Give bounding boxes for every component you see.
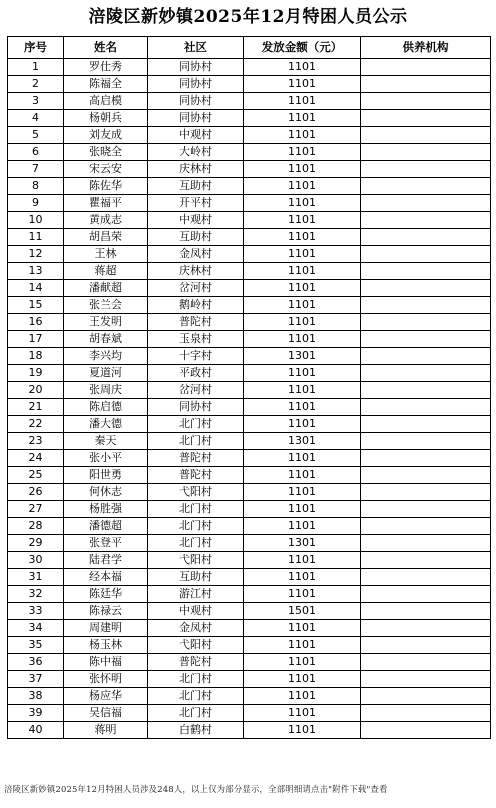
cell-institution bbox=[361, 382, 491, 399]
cell-amount: 1101 bbox=[244, 705, 361, 722]
cell-amount: 1101 bbox=[244, 654, 361, 671]
cell-index: 39 bbox=[8, 705, 64, 722]
cell-name: 胡昌荣 bbox=[64, 229, 148, 246]
cell-amount: 1101 bbox=[244, 637, 361, 654]
cell-institution bbox=[361, 586, 491, 603]
table-row bbox=[8, 501, 491, 518]
cell-institution bbox=[361, 110, 491, 127]
cell-community: 岔河村 bbox=[148, 280, 244, 297]
cell-index: 38 bbox=[8, 688, 64, 705]
cell-institution bbox=[361, 654, 491, 671]
cell-institution bbox=[361, 76, 491, 93]
column-header-index: 序号 bbox=[8, 37, 64, 59]
table-row bbox=[8, 620, 491, 637]
cell-index: 29 bbox=[8, 535, 64, 552]
cell-amount: 1101 bbox=[244, 671, 361, 688]
cell-index: 33 bbox=[8, 603, 64, 620]
cell-institution bbox=[361, 178, 491, 195]
cell-institution bbox=[361, 127, 491, 144]
cell-name: 夏道河 bbox=[64, 365, 148, 382]
cell-amount: 1101 bbox=[244, 399, 361, 416]
cell-name: 胡春斌 bbox=[64, 331, 148, 348]
cell-name: 蒋明 bbox=[64, 722, 148, 739]
cell-name: 潘大德 bbox=[64, 416, 148, 433]
cell-community: 北门村 bbox=[148, 688, 244, 705]
table-row bbox=[8, 195, 491, 212]
cell-community: 弋阳村 bbox=[148, 484, 244, 501]
table-row bbox=[8, 399, 491, 416]
cell-index: 32 bbox=[8, 586, 64, 603]
cell-amount: 1101 bbox=[244, 297, 361, 314]
cell-community: 互助村 bbox=[148, 569, 244, 586]
table-row bbox=[8, 280, 491, 297]
cell-institution bbox=[361, 195, 491, 212]
cell-institution bbox=[361, 484, 491, 501]
cell-amount: 1501 bbox=[244, 603, 361, 620]
table-row bbox=[8, 671, 491, 688]
cell-name: 瞿福平 bbox=[64, 195, 148, 212]
cell-community: 金凤村 bbox=[148, 620, 244, 637]
cell-amount: 1101 bbox=[244, 229, 361, 246]
table-row bbox=[8, 246, 491, 263]
cell-institution bbox=[361, 552, 491, 569]
cell-index: 2 bbox=[8, 76, 64, 93]
table-row bbox=[8, 518, 491, 535]
cell-amount: 1101 bbox=[244, 195, 361, 212]
cell-name: 罗仕秀 bbox=[64, 59, 148, 76]
cell-amount: 1101 bbox=[244, 365, 361, 382]
cell-community: 平政村 bbox=[148, 365, 244, 382]
table-row bbox=[8, 59, 491, 76]
cell-community: 同协村 bbox=[148, 110, 244, 127]
cell-community: 弋阳村 bbox=[148, 552, 244, 569]
cell-index: 15 bbox=[8, 297, 64, 314]
table-row bbox=[8, 603, 491, 620]
cell-community: 互助村 bbox=[148, 229, 244, 246]
cell-amount: 1101 bbox=[244, 620, 361, 637]
cell-institution bbox=[361, 59, 491, 76]
cell-name: 潘德超 bbox=[64, 518, 148, 535]
cell-institution bbox=[361, 433, 491, 450]
cell-community: 白鹤村 bbox=[148, 722, 244, 739]
page-title: 涪陵区新妙镇2025年12月特困人员公示 bbox=[88, 7, 408, 27]
cell-institution bbox=[361, 314, 491, 331]
cell-index: 16 bbox=[8, 314, 64, 331]
cell-name: 杨应华 bbox=[64, 688, 148, 705]
cell-name: 张周庆 bbox=[64, 382, 148, 399]
cell-index: 14 bbox=[8, 280, 64, 297]
cell-index: 8 bbox=[8, 178, 64, 195]
cell-amount: 1101 bbox=[244, 144, 361, 161]
table-row bbox=[8, 127, 491, 144]
table-row bbox=[8, 348, 491, 365]
cell-community: 北门村 bbox=[148, 416, 244, 433]
cell-community: 庆林村 bbox=[148, 263, 244, 280]
cell-community: 北门村 bbox=[148, 535, 244, 552]
cell-institution bbox=[361, 263, 491, 280]
table-row bbox=[8, 382, 491, 399]
table-row bbox=[8, 178, 491, 195]
cell-index: 19 bbox=[8, 365, 64, 382]
cell-institution bbox=[361, 399, 491, 416]
cell-institution bbox=[361, 535, 491, 552]
cell-amount: 1101 bbox=[244, 450, 361, 467]
cell-community: 鹅岭村 bbox=[148, 297, 244, 314]
cell-index: 17 bbox=[8, 331, 64, 348]
cell-institution bbox=[361, 467, 491, 484]
cell-amount: 1301 bbox=[244, 535, 361, 552]
cell-community: 北门村 bbox=[148, 705, 244, 722]
cell-amount: 1101 bbox=[244, 127, 361, 144]
cell-institution bbox=[361, 331, 491, 348]
cell-index: 9 bbox=[8, 195, 64, 212]
table-row bbox=[8, 637, 491, 654]
cell-amount: 1101 bbox=[244, 722, 361, 739]
cell-name: 潘献超 bbox=[64, 280, 148, 297]
cell-community: 玉泉村 bbox=[148, 331, 244, 348]
cell-name: 张小平 bbox=[64, 450, 148, 467]
cell-institution bbox=[361, 297, 491, 314]
cell-name: 黄成志 bbox=[64, 212, 148, 229]
cell-institution bbox=[361, 246, 491, 263]
cell-index: 6 bbox=[8, 144, 64, 161]
cell-amount: 1101 bbox=[244, 314, 361, 331]
cell-amount: 1101 bbox=[244, 552, 361, 569]
cell-institution bbox=[361, 620, 491, 637]
cell-community: 中观村 bbox=[148, 603, 244, 620]
cell-community: 十字村 bbox=[148, 348, 244, 365]
table-row bbox=[8, 552, 491, 569]
cell-institution bbox=[361, 365, 491, 382]
cell-name: 杨朝兵 bbox=[64, 110, 148, 127]
cell-amount: 1101 bbox=[244, 161, 361, 178]
table-row bbox=[8, 263, 491, 280]
cell-index: 7 bbox=[8, 161, 64, 178]
cell-community: 普陀村 bbox=[148, 467, 244, 484]
cell-index: 30 bbox=[8, 552, 64, 569]
cell-name: 何休志 bbox=[64, 484, 148, 501]
cell-community: 同协村 bbox=[148, 93, 244, 110]
table-row bbox=[8, 93, 491, 110]
cell-community: 北门村 bbox=[148, 671, 244, 688]
cell-name: 张晓全 bbox=[64, 144, 148, 161]
cell-institution bbox=[361, 637, 491, 654]
cell-index: 35 bbox=[8, 637, 64, 654]
cell-index: 5 bbox=[8, 127, 64, 144]
cell-institution bbox=[361, 229, 491, 246]
cell-amount: 1101 bbox=[244, 331, 361, 348]
cell-amount: 1101 bbox=[244, 501, 361, 518]
cell-amount: 1101 bbox=[244, 110, 361, 127]
table-row bbox=[8, 212, 491, 229]
cell-index: 13 bbox=[8, 263, 64, 280]
footnote: 涪陵区新妙镇2025年12月特困人员涉及248人，以上仅为部分显示，全部明细请点击"附件下载"查看 bbox=[4, 784, 388, 794]
cell-name: 李兴均 bbox=[64, 348, 148, 365]
cell-name: 刘友成 bbox=[64, 127, 148, 144]
cell-index: 36 bbox=[8, 654, 64, 671]
table-row bbox=[8, 705, 491, 722]
cell-name: 陈廷华 bbox=[64, 586, 148, 603]
cell-institution bbox=[361, 603, 491, 620]
cell-community: 游江村 bbox=[148, 586, 244, 603]
cell-name: 经本福 bbox=[64, 569, 148, 586]
table-row bbox=[8, 76, 491, 93]
cell-amount: 1101 bbox=[244, 569, 361, 586]
cell-community: 北门村 bbox=[148, 501, 244, 518]
cell-community: 北门村 bbox=[148, 433, 244, 450]
table-row bbox=[8, 654, 491, 671]
cell-community: 同协村 bbox=[148, 59, 244, 76]
cell-index: 26 bbox=[8, 484, 64, 501]
cell-index: 10 bbox=[8, 212, 64, 229]
cell-community: 大岭村 bbox=[148, 144, 244, 161]
cell-amount: 1101 bbox=[244, 518, 361, 535]
cell-name: 陈中福 bbox=[64, 654, 148, 671]
cell-index: 34 bbox=[8, 620, 64, 637]
column-header-amount: 发放金额（元） bbox=[244, 37, 361, 59]
table-row bbox=[8, 688, 491, 705]
cell-institution bbox=[361, 722, 491, 739]
cell-amount: 1301 bbox=[244, 433, 361, 450]
cell-community: 岔河村 bbox=[148, 382, 244, 399]
cell-index: 24 bbox=[8, 450, 64, 467]
cell-community: 普陀村 bbox=[148, 314, 244, 331]
cell-amount: 1101 bbox=[244, 688, 361, 705]
cell-index: 37 bbox=[8, 671, 64, 688]
cell-name: 高启模 bbox=[64, 93, 148, 110]
cell-index: 27 bbox=[8, 501, 64, 518]
cell-community: 庆林村 bbox=[148, 161, 244, 178]
cell-index: 23 bbox=[8, 433, 64, 450]
cell-index: 25 bbox=[8, 467, 64, 484]
table-row bbox=[8, 586, 491, 603]
cell-institution bbox=[361, 416, 491, 433]
table-row bbox=[8, 297, 491, 314]
cell-community: 普陀村 bbox=[148, 654, 244, 671]
table-row bbox=[8, 331, 491, 348]
table-row bbox=[8, 450, 491, 467]
cell-institution bbox=[361, 144, 491, 161]
column-header-name: 姓名 bbox=[64, 37, 148, 59]
table-header-row bbox=[8, 37, 491, 59]
table-row bbox=[8, 229, 491, 246]
cell-name: 陆君学 bbox=[64, 552, 148, 569]
cell-name: 杨玉林 bbox=[64, 637, 148, 654]
cell-institution bbox=[361, 280, 491, 297]
table-row bbox=[8, 161, 491, 178]
table-row bbox=[8, 365, 491, 382]
cell-institution bbox=[361, 688, 491, 705]
cell-index: 3 bbox=[8, 93, 64, 110]
cell-index: 21 bbox=[8, 399, 64, 416]
cell-community: 北门村 bbox=[148, 518, 244, 535]
table-row bbox=[8, 144, 491, 161]
cell-amount: 1101 bbox=[244, 212, 361, 229]
cell-amount: 1101 bbox=[244, 586, 361, 603]
cell-amount: 1101 bbox=[244, 280, 361, 297]
cell-amount: 1101 bbox=[244, 263, 361, 280]
cell-name: 蒋超 bbox=[64, 263, 148, 280]
cell-name: 周建明 bbox=[64, 620, 148, 637]
cell-amount: 1301 bbox=[244, 348, 361, 365]
table-row bbox=[8, 433, 491, 450]
cell-index: 12 bbox=[8, 246, 64, 263]
cell-name: 陈福全 bbox=[64, 76, 148, 93]
column-header-institution: 供养机构 bbox=[361, 37, 491, 59]
cell-institution bbox=[361, 569, 491, 586]
cell-amount: 1101 bbox=[244, 382, 361, 399]
cell-amount: 1101 bbox=[244, 246, 361, 263]
recipients-table bbox=[7, 36, 491, 739]
cell-institution bbox=[361, 212, 491, 229]
cell-name: 陈禄云 bbox=[64, 603, 148, 620]
cell-name: 陈启德 bbox=[64, 399, 148, 416]
cell-community: 弋阳村 bbox=[148, 637, 244, 654]
cell-name: 王发明 bbox=[64, 314, 148, 331]
cell-index: 28 bbox=[8, 518, 64, 535]
cell-name: 张登平 bbox=[64, 535, 148, 552]
table-row bbox=[8, 722, 491, 739]
cell-amount: 1101 bbox=[244, 467, 361, 484]
table-row bbox=[8, 484, 491, 501]
cell-index: 20 bbox=[8, 382, 64, 399]
cell-amount: 1101 bbox=[244, 59, 361, 76]
table-row bbox=[8, 569, 491, 586]
cell-name: 王林 bbox=[64, 246, 148, 263]
cell-index: 40 bbox=[8, 722, 64, 739]
cell-index: 22 bbox=[8, 416, 64, 433]
cell-index: 11 bbox=[8, 229, 64, 246]
cell-name: 杨胜强 bbox=[64, 501, 148, 518]
cell-name: 陈佐华 bbox=[64, 178, 148, 195]
cell-community: 中观村 bbox=[148, 127, 244, 144]
cell-community: 金凤村 bbox=[148, 246, 244, 263]
cell-institution bbox=[361, 450, 491, 467]
table-row bbox=[8, 535, 491, 552]
table-row bbox=[8, 110, 491, 127]
cell-name: 吴信福 bbox=[64, 705, 148, 722]
cell-institution bbox=[361, 518, 491, 535]
cell-name: 阳世勇 bbox=[64, 467, 148, 484]
cell-institution bbox=[361, 705, 491, 722]
cell-name: 张怀明 bbox=[64, 671, 148, 688]
cell-index: 1 bbox=[8, 59, 64, 76]
cell-community: 同协村 bbox=[148, 76, 244, 93]
cell-amount: 1101 bbox=[244, 178, 361, 195]
cell-amount: 1101 bbox=[244, 416, 361, 433]
cell-amount: 1101 bbox=[244, 93, 361, 110]
table-row bbox=[8, 467, 491, 484]
cell-amount: 1101 bbox=[244, 484, 361, 501]
cell-community: 开平村 bbox=[148, 195, 244, 212]
cell-index: 18 bbox=[8, 348, 64, 365]
cell-name: 宋云安 bbox=[64, 161, 148, 178]
cell-name: 秦天 bbox=[64, 433, 148, 450]
cell-index: 31 bbox=[8, 569, 64, 586]
cell-institution bbox=[361, 161, 491, 178]
table-row bbox=[8, 416, 491, 433]
cell-name: 张兰会 bbox=[64, 297, 148, 314]
cell-community: 普陀村 bbox=[148, 450, 244, 467]
cell-institution bbox=[361, 93, 491, 110]
cell-institution bbox=[361, 348, 491, 365]
cell-index: 4 bbox=[8, 110, 64, 127]
cell-community: 互助村 bbox=[148, 178, 244, 195]
cell-community: 中观村 bbox=[148, 212, 244, 229]
table-row bbox=[8, 314, 491, 331]
cell-institution bbox=[361, 501, 491, 518]
cell-community: 同协村 bbox=[148, 399, 244, 416]
cell-amount: 1101 bbox=[244, 76, 361, 93]
column-header-community: 社区 bbox=[148, 37, 244, 59]
cell-institution bbox=[361, 671, 491, 688]
